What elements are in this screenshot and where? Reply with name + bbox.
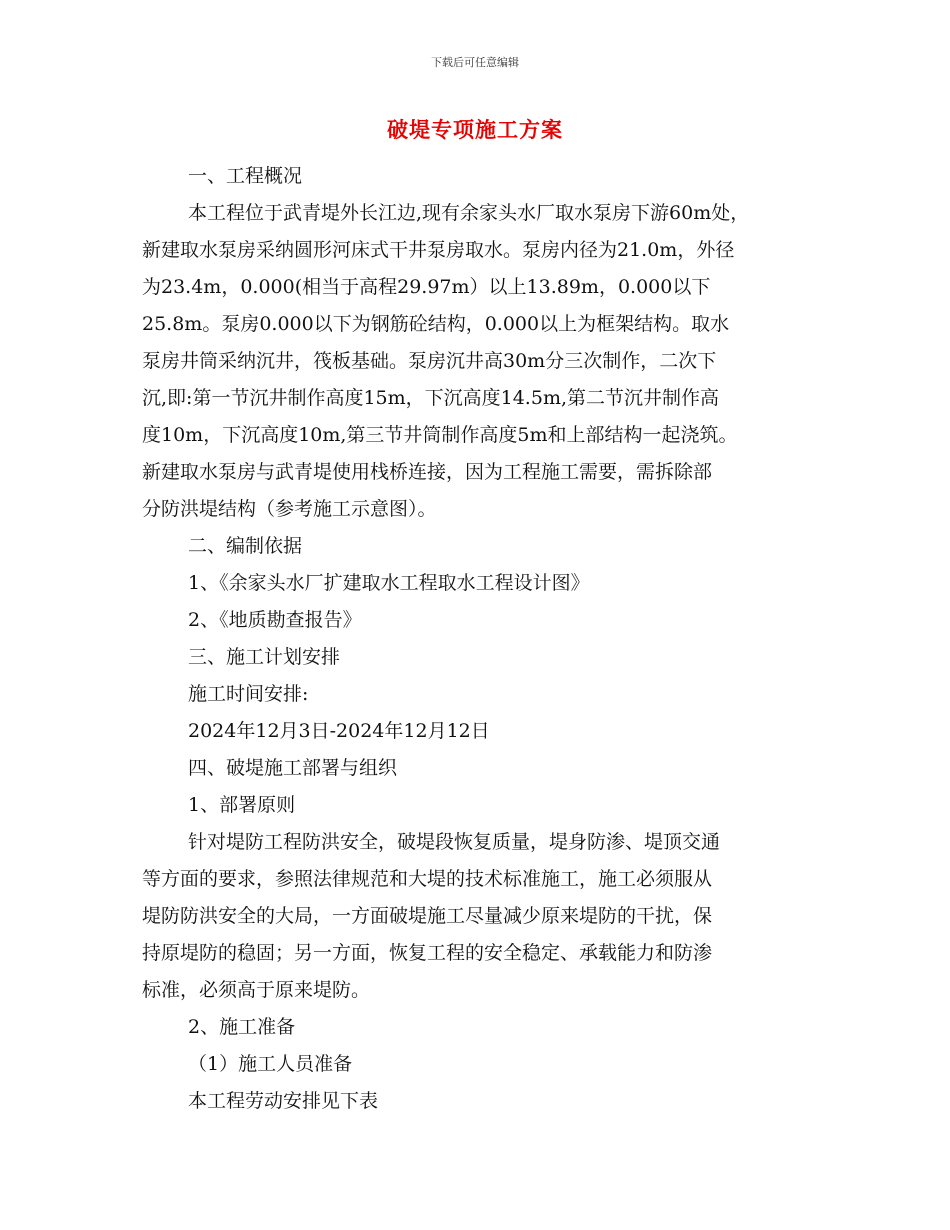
paragraph-line: 沉,即:第一节沉井制作高度15m，下沉高度14.5m,第二节沉井制作高 [142,387,719,409]
paragraph-line: 等方面的要求，参照法律规范和大堤的技术标准施工，施工必须服从 [142,868,713,890]
paragraph-line: 施工时间安排: [188,683,309,705]
schedule-dates: 2024年12月3日-2024年12月12日 [188,720,490,742]
list-item: 1、《余家头水厂扩建取水工程取水工程设计图》 [188,572,590,594]
document-body [142,158,810,1120]
paragraph-line: 本工程位于武青堤外长江边,现有余家头水厂取水泵房下游60m处， [188,202,750,224]
document-title: 破堤专项施工方案 [387,118,563,142]
paragraph-line: 新建取水泵房采纳圆形河床式干井泵房取水。泵房内径为21.0m，外径 [142,239,735,261]
paragraph-line: 泵房井筒采纳沉井，筏板基础。泵房沉井高30m分三次制作，二次下 [142,350,717,372]
subsection-heading: 2、施工准备 [188,1016,296,1038]
section-heading-schedule: 三、施工计划安排 [188,646,341,668]
section-heading-basis: 二、编制依据 [188,535,303,557]
paragraph-line: 为23.4m，0.000(相当于高程29.97m）以上13.89m，0.000以下 [142,276,711,298]
paragraph-line: 标准，必须高于原来堤防。 [142,979,371,1001]
paragraph-line: 分防洪堤结构（参考施工示意图）。 [142,498,437,520]
paragraph-line: 针对堤防工程防洪安全，破堤段恢复质量，堤身防渗、堤顶交通 [188,831,721,853]
paragraph-line: 度10m，下沉高度10m,第三节井筒制作高度5m和上部结构一起浇筑。 [142,424,738,446]
list-item: 2、《地质勘查报告》 [188,609,362,631]
paragraph-line: 持原堤防的稳固；另一方面，恢复工程的安全稳定、承载能力和防渗 [142,942,713,964]
section-heading-overview: 一、工程概况 [188,165,303,187]
paragraph-line: 25.8m。泵房0.000以下为钢筋砼结构，0.000以上为框架结构。取水 [142,313,730,335]
header-note: 下载后可任意编辑 [431,56,519,69]
subsection-heading: 1、部署原则 [188,794,296,816]
subsection-heading: （1）施工人员准备 [188,1053,353,1075]
paragraph-line: 堤防防洪安全的大局，一方面破堤施工尽量减少原来堤防的干扰，保 [142,905,713,927]
paragraph-line: 本工程劳动安排见下表 [188,1090,379,1112]
section-heading-deployment: 四、破堤施工部署与组织 [188,757,398,779]
paragraph-line: 新建取水泵房与武青堤使用栈桥连接，因为工程施工需要，需拆除部 [142,461,713,483]
